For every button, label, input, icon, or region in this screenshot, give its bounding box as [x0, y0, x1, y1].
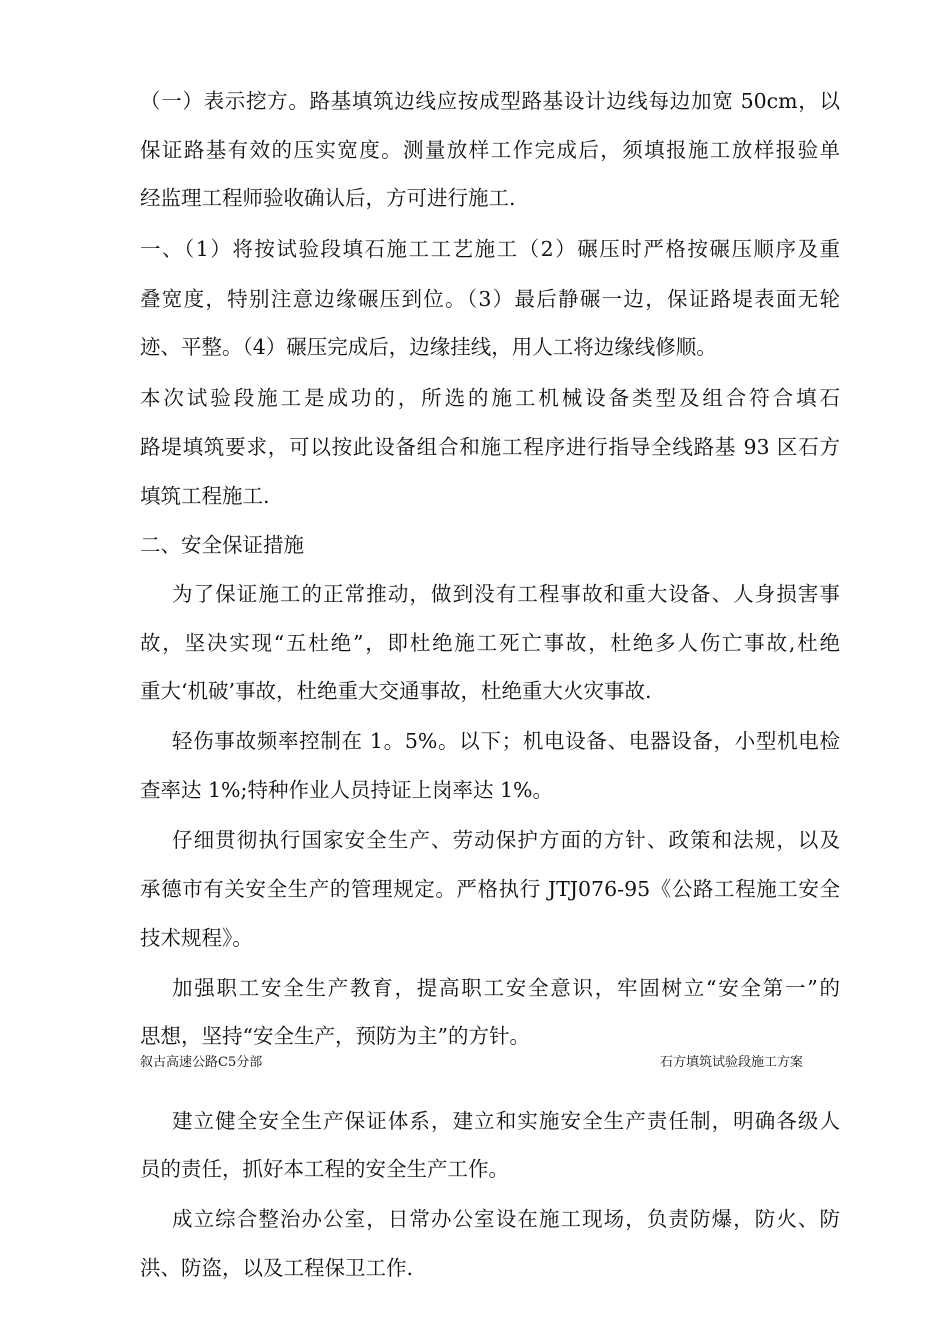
text-line: 为了保证施工的正常推动，做到没有工程事故和重大设备、人身损害事	[172, 582, 840, 606]
text-line: 洪、防盗，以及工程保卫工作.	[140, 1256, 414, 1280]
text-line: 一、（1）将按试验段填石施工工艺施工（2）碾压时严格按碾压顺序及重	[140, 237, 840, 261]
text-line: 叠宽度，特别注意边缘碾压到位。（3）最后静碾一边，保证路堤表面无轮	[140, 287, 840, 311]
text-line: 建立健全安全生产保证体系，建立和实施安全生产责任制，明确各级人	[172, 1109, 840, 1133]
text-line: 仔细贯彻执行国家安全生产、劳动保护方面的方针、政策和法规，以及	[172, 828, 840, 852]
text-line: 员的责任，抓好本工程的安全生产工作。	[140, 1157, 509, 1181]
text-line: 加强职工安全生产教育，提高职工安全意识，牢固树立“安全第一”的	[172, 976, 840, 1000]
text-line: （一）表示挖方。路基填筑边线应按成型路基设计边线每边加宽 50cm，以	[140, 89, 840, 113]
running-header-right: 石方填筑试验段施工方案	[660, 1055, 804, 1070]
text-line: 成立综合整治办公室，日常办公室设在施工现场，负责防爆，防火、防	[172, 1207, 840, 1231]
section-heading: 二、安全保证措施	[140, 533, 304, 557]
text-line: 承德市有关安全生产的管理规定。严格执行 JTJ076-95《公路工程施工安全	[140, 877, 840, 901]
text-line: 查率达 1%;特种作业人员持证上岗率达 1%。	[140, 778, 553, 802]
running-header-left: 叙古高速公路C5分部	[140, 1055, 263, 1070]
text-line: 技术规程》。	[140, 926, 253, 950]
text-line: 本次试验段施工是成功的，所选的施工机械设备类型及组合符合填石	[140, 386, 840, 410]
text-line: 保证路基有效的压实宽度。测量放样工作完成后，须填报施工放样报验单	[140, 138, 840, 162]
text-line: 经监理工程师验收确认后，方可进行施工.	[140, 186, 516, 210]
text-line: 故，坚决实现“五杜绝”，即杜绝施工死亡事故，杜绝多人伤亡事故,杜绝	[140, 631, 840, 655]
text-line: 轻伤事故频率控制在 1。5%。以下；机电设备、电器设备，小型机电检	[172, 729, 840, 753]
text-line: 迹、平整。（4）碾压完成后，边缘挂线，用人工将边缘线修顺。	[140, 335, 717, 359]
text-line: 路堤填筑要求，可以按此设备组合和施工程序进行指导全线路基 93 区石方	[140, 435, 840, 459]
text-line: 填筑工程施工.	[140, 484, 270, 508]
text-line: 重大‘机破’事故，杜绝重大交通事故，杜绝重大火灾事故.	[140, 679, 652, 703]
text-line: 思想，坚持“安全生产，预防为主”的方针。	[140, 1024, 530, 1048]
